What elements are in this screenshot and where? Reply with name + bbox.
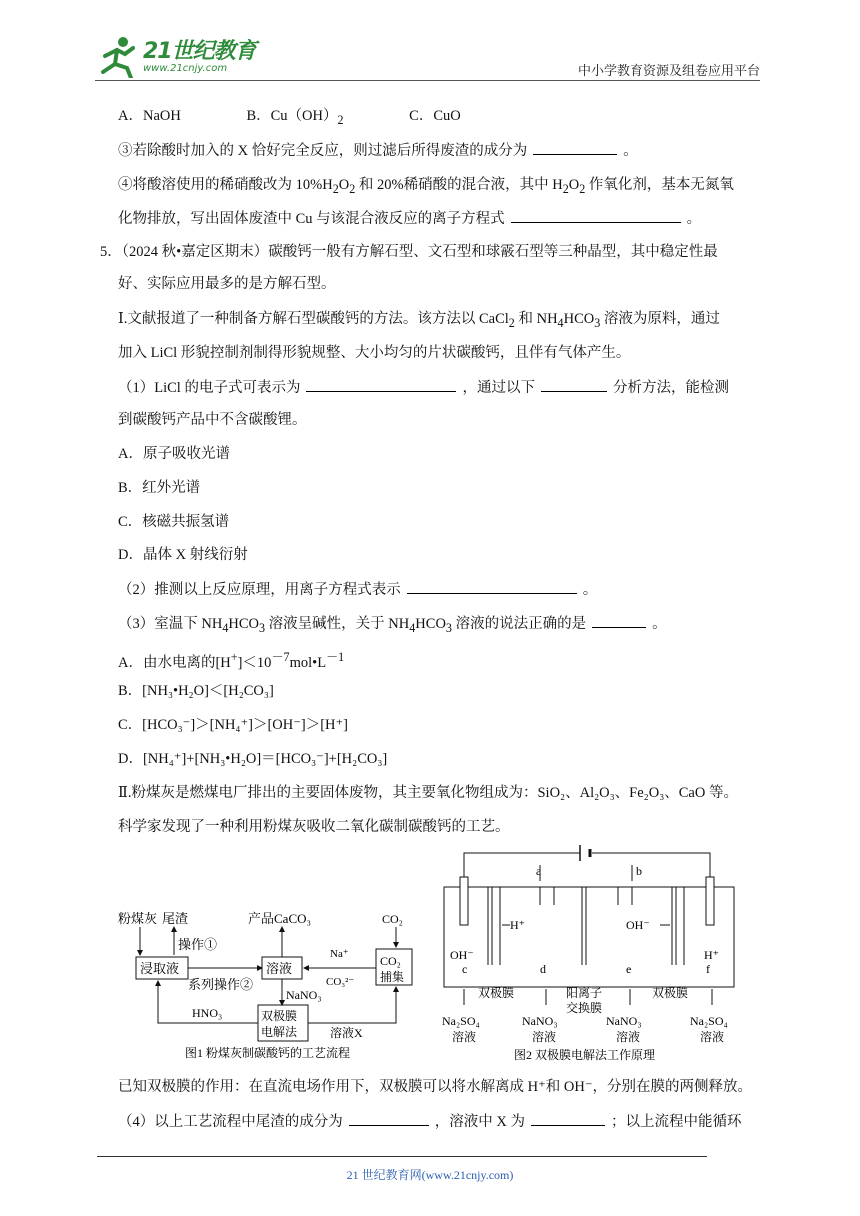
capture-label-2: 捕集 bbox=[380, 970, 405, 984]
part-i-line2: 加入 LiCl 形貌控制剂制得形貌规整、大小均匀的片状碳酸钙，且伴有气体产生。 bbox=[118, 345, 631, 361]
p3-t3: 溶液呈碱性，关于 NH bbox=[265, 616, 410, 632]
header-tagline: 中小学教育资源及组卷应用平台 bbox=[577, 63, 760, 78]
option-b-sub: 2 bbox=[337, 112, 344, 127]
part-i-line1 bbox=[118, 309, 720, 333]
options-line bbox=[118, 106, 461, 130]
q3-text: ③若除酸时加入的 X 恰好完全反应，则过滤后所得废渣的成分为 bbox=[118, 143, 528, 159]
footer-link[interactable]: 21 世纪教育网(www.21cnjy.com) bbox=[346, 1168, 514, 1182]
right-electrode bbox=[706, 877, 714, 925]
pi-t3: HCO bbox=[563, 311, 595, 327]
op1-label: 操作① bbox=[178, 937, 218, 952]
figure-2-caption: 图2 双极膜电解法工作原理 bbox=[514, 1048, 656, 1062]
answer-blank[interactable] bbox=[533, 140, 617, 155]
solution-2-unit: 溶液 bbox=[532, 1030, 557, 1044]
co2-label: CO₂ bbox=[382, 912, 403, 926]
q4-t4: O bbox=[568, 177, 580, 193]
p4-text-b: ，溶液中 X 为 bbox=[434, 1114, 525, 1130]
a3-t3: mol•L bbox=[289, 654, 327, 671]
p3-s3: 4 bbox=[409, 620, 416, 635]
p1-text-b: ，通过以下 bbox=[462, 380, 535, 396]
bpm-left-label: 双极膜 bbox=[478, 986, 515, 1000]
series-op-label: 系列操作② bbox=[188, 977, 254, 992]
q3-end: 。 bbox=[623, 143, 638, 159]
question-5-stem1: 5．（2024 秋•嘉定区期末）碳酸钙一般有方解石型、文石型和球霰石型等三种晶型，其中稳定性最 bbox=[100, 244, 718, 260]
runner-logo-icon bbox=[95, 34, 141, 78]
label-d: d bbox=[540, 962, 546, 976]
answer-blank[interactable] bbox=[592, 613, 646, 628]
page-header bbox=[95, 30, 760, 81]
label-e: e bbox=[626, 962, 632, 976]
p3-s4: 3 bbox=[445, 620, 452, 635]
q4-s1: 2 bbox=[332, 181, 339, 196]
solution-label: 溶液 bbox=[266, 961, 293, 976]
part-ii-line1: Ⅱ.粉煤灰是燃煤电厂排出的主要固体废物，其主要氧化物组成为：SiO₂、Al₂O₃、Fe₂O₃、CaO 等。 bbox=[118, 785, 738, 801]
fly-ash-label: 粉煤灰 bbox=[118, 911, 158, 926]
pi-t2: 和 NH bbox=[514, 311, 558, 327]
hplus-left-label: H⁺ bbox=[510, 918, 525, 932]
p3-s1: 4 bbox=[222, 620, 229, 635]
pi-s3: 3 bbox=[594, 315, 601, 330]
q4-line2-text: 化物排放，写出固体废渣中 Cu 与该混合液反应的离子方程式 bbox=[118, 211, 505, 227]
label-c: c bbox=[462, 962, 468, 976]
bipolar-label-1: 双极膜 bbox=[261, 1009, 298, 1023]
leach-label: 浸取液 bbox=[140, 961, 180, 976]
part-ii-line2: 科学家发现了一种利用粉煤灰吸收二氧化碳制碳酸钙的工艺。 bbox=[118, 819, 510, 835]
a3-t1: A．由水电离的[H bbox=[118, 654, 231, 671]
known-statement: 已知双极膜的作用：在直流电场作用下，双极膜可以将水解离成 H⁺和 OH⁻，分别在膜的两侧释放。 bbox=[118, 1079, 752, 1095]
bipolar-label-2: 电解法 bbox=[261, 1025, 298, 1039]
p3-t1: （3）室温下 NH bbox=[118, 616, 223, 632]
q4-s3: 2 bbox=[562, 181, 569, 196]
na-label: Na⁺ bbox=[330, 948, 349, 960]
logo-text: 21世纪教育 bbox=[143, 39, 256, 64]
option-a: A．NaOH bbox=[118, 108, 181, 124]
figure-2-electrolysis bbox=[440, 845, 750, 1067]
option-b: B．红外光谱 bbox=[118, 480, 201, 496]
solution-1-label: Na₂SO₄ bbox=[442, 1014, 480, 1028]
hplus-right-label: H⁺ bbox=[704, 948, 719, 962]
option-3c: C．[HCO₃⁻]＞[NH₄⁺]＞[OH⁻]＞[H⁺] bbox=[118, 717, 348, 733]
label-b: b bbox=[636, 864, 642, 878]
sub-question-4 bbox=[118, 1111, 741, 1132]
pi-t4: 溶液为原料，通过 bbox=[600, 311, 720, 327]
q4-t3: 和 20%稀硝酸的混合液，其中 H bbox=[355, 177, 563, 193]
sub-question-1-cont: 到碳酸钙产品中不含碳酸锂。 bbox=[118, 412, 307, 428]
a3-s1: + bbox=[230, 650, 238, 664]
answer-blank[interactable] bbox=[541, 377, 607, 392]
q4-t5: 作氧化剂，基本无氮氧 bbox=[585, 177, 734, 193]
p2-end: 。 bbox=[582, 582, 598, 598]
q4-end: 。 bbox=[686, 211, 702, 227]
pi-s1: 2 bbox=[508, 315, 515, 330]
co3-label: CO₃²⁻ bbox=[326, 976, 355, 988]
sub-question-3 bbox=[118, 613, 667, 638]
figure-1-caption: 图1 粉煤灰制碳酸钙的工艺流程 bbox=[185, 1046, 351, 1060]
sub-question-2 bbox=[118, 579, 597, 600]
a3-t2: ]＜10 bbox=[237, 654, 272, 671]
capture-label-1: CO₂ bbox=[380, 954, 401, 968]
pi-t1: Ⅰ.文献报道了一种制备方解石型碳酸钙的方法。该方法以 CaCl bbox=[118, 311, 509, 327]
option-3b: B．[NH₃•H₂O]＜[H₂CO₃] bbox=[118, 683, 274, 699]
a3-s2: －7 bbox=[271, 650, 290, 664]
aem-label-1: 阳离子 bbox=[566, 986, 603, 1000]
q4-t1: ④将酸溶使用的稀硝酸改为 10%H bbox=[118, 177, 333, 193]
sub-question-1 bbox=[118, 377, 729, 398]
left-electrode bbox=[460, 877, 468, 925]
p3-t5: 溶液的说法正确的是 bbox=[451, 616, 587, 632]
bpm-right-label: 双极膜 bbox=[652, 986, 689, 1000]
question-5-stem2: 好、实际应用最多的是方解石型。 bbox=[118, 276, 336, 292]
oh-left-label: OH⁻ bbox=[450, 948, 474, 962]
option-a: A．原子吸收光谱 bbox=[118, 446, 230, 462]
option-c: C．核磁共振氢谱 bbox=[118, 514, 230, 530]
p3-t2: HCO bbox=[228, 616, 259, 632]
hno3-label: HNO₃ bbox=[192, 1006, 223, 1020]
option-b: B．Cu（OH） bbox=[246, 108, 338, 124]
solution-1-unit: 溶液 bbox=[452, 1030, 477, 1044]
footer-divider bbox=[97, 1156, 707, 1157]
solution-2-label: NaNO₃ bbox=[522, 1014, 558, 1028]
site-logo bbox=[95, 34, 265, 78]
option-3d: D．[NH₄⁺]+[NH₃•H₂O]＝[HCO₃⁻]+[H₂CO₃] bbox=[118, 751, 388, 767]
p3-end: 。 bbox=[652, 616, 667, 632]
option-d: D．晶体 X 射线衍射 bbox=[118, 547, 248, 563]
label-f: f bbox=[706, 962, 710, 976]
pi-s2: 4 bbox=[557, 315, 564, 330]
aem-label-2: 交换膜 bbox=[566, 1001, 603, 1015]
logo-url: www.21cnjy.com bbox=[143, 63, 228, 74]
p4-text-a: （4）以上工艺流程中尾渣的成分为 bbox=[118, 1114, 343, 1130]
a3-s3: －1 bbox=[326, 650, 345, 664]
answer-blank[interactable] bbox=[306, 377, 456, 392]
product-label: 产品CaCO₃ bbox=[248, 911, 312, 926]
q4-s4: 2 bbox=[579, 181, 586, 196]
label-a: a bbox=[536, 864, 542, 878]
solution-3-unit: 溶液 bbox=[616, 1030, 641, 1044]
question-4-line1 bbox=[118, 175, 734, 199]
option-3a bbox=[118, 647, 344, 673]
answer-blank[interactable] bbox=[511, 208, 681, 223]
p1-text-a: （1）LiCl 的电子式可表示为 bbox=[118, 380, 301, 396]
solution-4-label: Na₂SO₄ bbox=[690, 1014, 728, 1028]
answer-blank[interactable] bbox=[349, 1111, 429, 1126]
p3-s2: 3 bbox=[259, 620, 266, 635]
q4-t2: O bbox=[338, 177, 350, 193]
answer-blank[interactable] bbox=[407, 579, 577, 594]
q4-s2: 2 bbox=[349, 181, 356, 196]
question-4-line2 bbox=[118, 208, 701, 229]
solx-label: 溶液X bbox=[330, 1026, 363, 1040]
tail-label: 尾渣 bbox=[162, 911, 189, 926]
figure-1-flowchart bbox=[110, 905, 420, 1065]
p3-t4: HCO bbox=[415, 616, 446, 632]
p1-text-c: 分析方法，能检测 bbox=[612, 380, 729, 396]
solution-4-unit: 溶液 bbox=[700, 1030, 725, 1044]
p4-text-c: ；以上流程中能循环 bbox=[610, 1114, 742, 1130]
nano3-label: NaNO₃ bbox=[286, 988, 322, 1002]
p2-text: （2）推测以上反应原理，用离子方程式表示 bbox=[118, 582, 401, 598]
option-c: C．CuO bbox=[409, 108, 461, 124]
solution-3-label: NaNO₃ bbox=[606, 1014, 642, 1028]
answer-blank[interactable] bbox=[531, 1111, 605, 1126]
oh-right-label: OH⁻ bbox=[626, 918, 650, 932]
question-3 bbox=[118, 140, 638, 161]
